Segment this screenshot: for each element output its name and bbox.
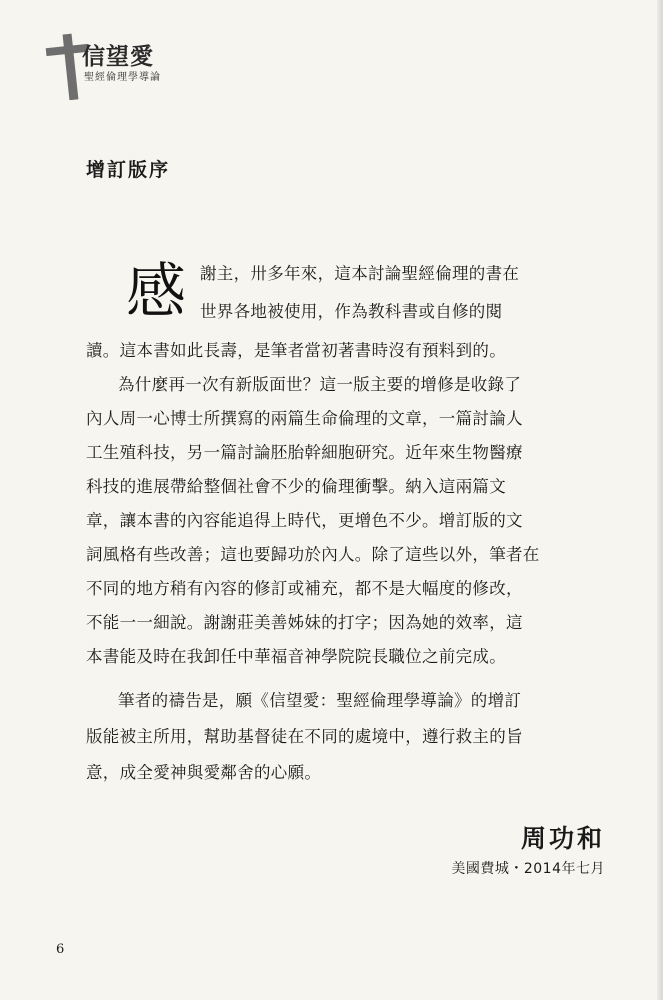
page-edge <box>657 0 663 1000</box>
body-line: 不同的地方稍有內容的修訂或補充，都不是大幅度的修改， <box>86 579 523 598</box>
body-line: 意，成全愛神與愛鄰舍的心願。 <box>86 763 322 782</box>
body-line: 筆者的禱告是，願《信望愛：聖經倫理學導論》的增訂 <box>118 691 522 710</box>
body-line: 為什麼再一次有新版面世？這一版主要的增修是收錄了 <box>118 375 522 394</box>
body-line: 工生殖科技，另一篇討論胚胎幹細胞研究。近年來生物醫療 <box>86 443 523 462</box>
logo-title: 信望愛 <box>82 44 154 70</box>
section-title: 增訂版序 <box>86 159 171 181</box>
body-line: 謝主，卅多年來，這本討論聖經倫理的書在 <box>200 264 520 283</box>
author-signature: 周功和 <box>520 824 605 853</box>
body-line: 世界各地被使用，作為教科書或自修的閱 <box>200 302 503 321</box>
body-line: 讀。這本書如此長壽，是筆者當初著書時沒有預料到的。 <box>86 341 506 360</box>
body-line: 不能一一細說。謝謝莊美善姊妹的打字；因為她的效率，這 <box>86 613 523 632</box>
body-line: 內人周一心博士所撰寫的兩篇生命倫理的文章，一篇討論人 <box>86 409 523 428</box>
signature-place-date: 美國費城・2014年七月 <box>451 861 605 877</box>
logo-subtitle: 聖經倫理學導論 <box>84 72 161 83</box>
drop-cap: 感 <box>126 257 186 327</box>
page-number: 6 <box>56 942 65 957</box>
body-line: 科技的進展帶給整個社會不少的倫理衝擊。納入這兩篇文 <box>86 477 506 496</box>
body-line: 章，讓本書的內容能追得上時代，更增色不少。增訂版的文 <box>86 511 523 530</box>
body-line: 本書能及時在我卸任中華福音神學院院長職位之前完成。 <box>86 647 506 666</box>
body-line: 詞風格有些改善；這也要歸功於內人。除了這些以外，筆者在 <box>86 545 540 564</box>
body-line: 版能被主所用，幫助基督徒在不同的處境中，遵行救主的旨 <box>86 727 523 746</box>
